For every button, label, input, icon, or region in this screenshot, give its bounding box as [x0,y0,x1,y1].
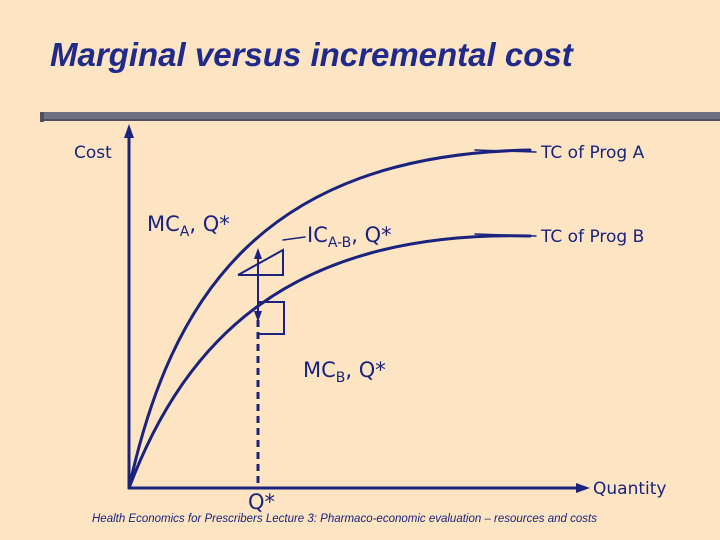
ic-ab-tail: , Q* [351,223,392,247]
ic-ab-sub: A-B [327,235,352,251]
x-axis-arrow [576,483,590,493]
tc-prog-a-label: TC of Prog A [541,143,645,163]
mc-b-tangent-box [258,302,284,334]
mc-b-main: MC [303,358,336,382]
q-star-label: Q* [248,490,276,514]
footer-citation: Health Economics for Prescribers Lecture 3: Pharmaco-economic evaluation – resources and costs [92,513,597,525]
mc-a-tail: , Q* [189,212,230,236]
tc-prog-a-curve [129,150,530,488]
tc-prog-b-label: TC of Prog B [541,227,645,247]
mc-a-sub: A [179,224,190,240]
ic-arrow-top [254,248,262,259]
mc-a-label [147,212,230,240]
mc-b-label [303,358,386,386]
x-axis-label: Quantity [593,479,667,499]
page-title: Marginal versus incremental cost [50,36,573,73]
y-axis-arrow [124,124,134,138]
mc-b-tail: , Q* [345,358,386,382]
mc-a-tangent-box [238,250,283,275]
y-axis-label: Cost [74,143,112,163]
mc-b-sub: B [335,370,346,386]
ic-ab-main: IC [307,223,328,247]
ic-ab-label [307,223,392,251]
mc-a-main: MC [147,212,180,236]
ic-leader [283,237,305,240]
